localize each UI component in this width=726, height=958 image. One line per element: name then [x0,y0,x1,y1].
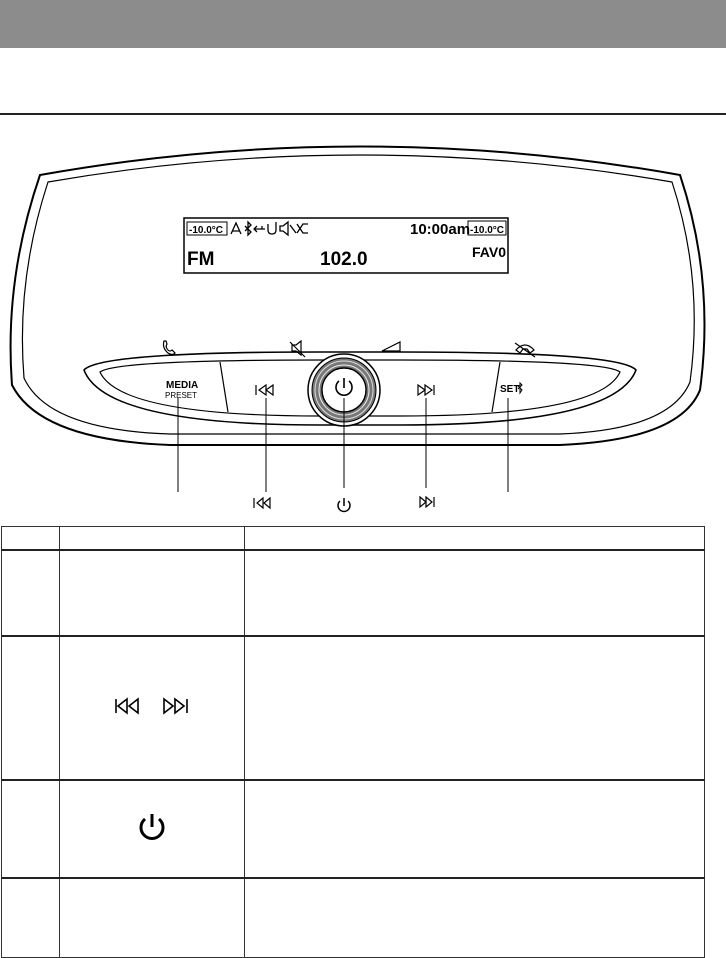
table-row [2,550,705,636]
table-cell [2,780,60,878]
table-cell [245,636,705,780]
media-button[interactable]: MEDIA [166,380,199,391]
table-row [2,636,705,780]
table-cell [245,878,705,958]
next-track-icon[interactable] [418,385,434,395]
radio-panel-illustration [0,125,726,520]
table-cell [60,780,245,878]
table-cell [2,878,60,958]
lcd-temp-left: -10.0°C [189,225,224,236]
table-cell [60,550,245,636]
table-cell [60,636,245,780]
power-icon [338,498,350,511]
set-button[interactable]: SET [500,384,520,395]
table-header-cell [60,527,245,551]
previous-track-icon[interactable] [256,385,273,395]
header-bar [0,0,726,48]
table-header-row [2,527,705,551]
table-cell [2,636,60,780]
next-track-icon [420,497,434,507]
power-icon [137,811,167,848]
section-rule [0,113,726,115]
mute-icon [290,341,305,357]
table-cell [245,780,705,878]
lcd-frequency: 102.0 [320,249,368,270]
table-header-cell [2,527,60,551]
table-header-cell [245,527,705,551]
lcd-band: FM [187,249,215,270]
lcd-display [184,218,508,273]
table-cell [60,878,245,958]
controls-table [1,526,705,958]
previous-track-icon [114,697,144,720]
volume-icon [382,342,400,351]
next-track-icon [160,697,190,720]
lcd-time: 10:00am [410,221,471,238]
table-cell [245,550,705,636]
table-row [2,780,705,878]
lcd-temp-right: -10.0°C [470,225,505,236]
table-cell [2,550,60,636]
previous-track-icon [254,498,270,508]
preset-label: PRESET [165,391,198,400]
table-row [2,878,705,958]
lcd-favorite: FAV0 [472,244,506,260]
phone-icon [164,341,176,355]
